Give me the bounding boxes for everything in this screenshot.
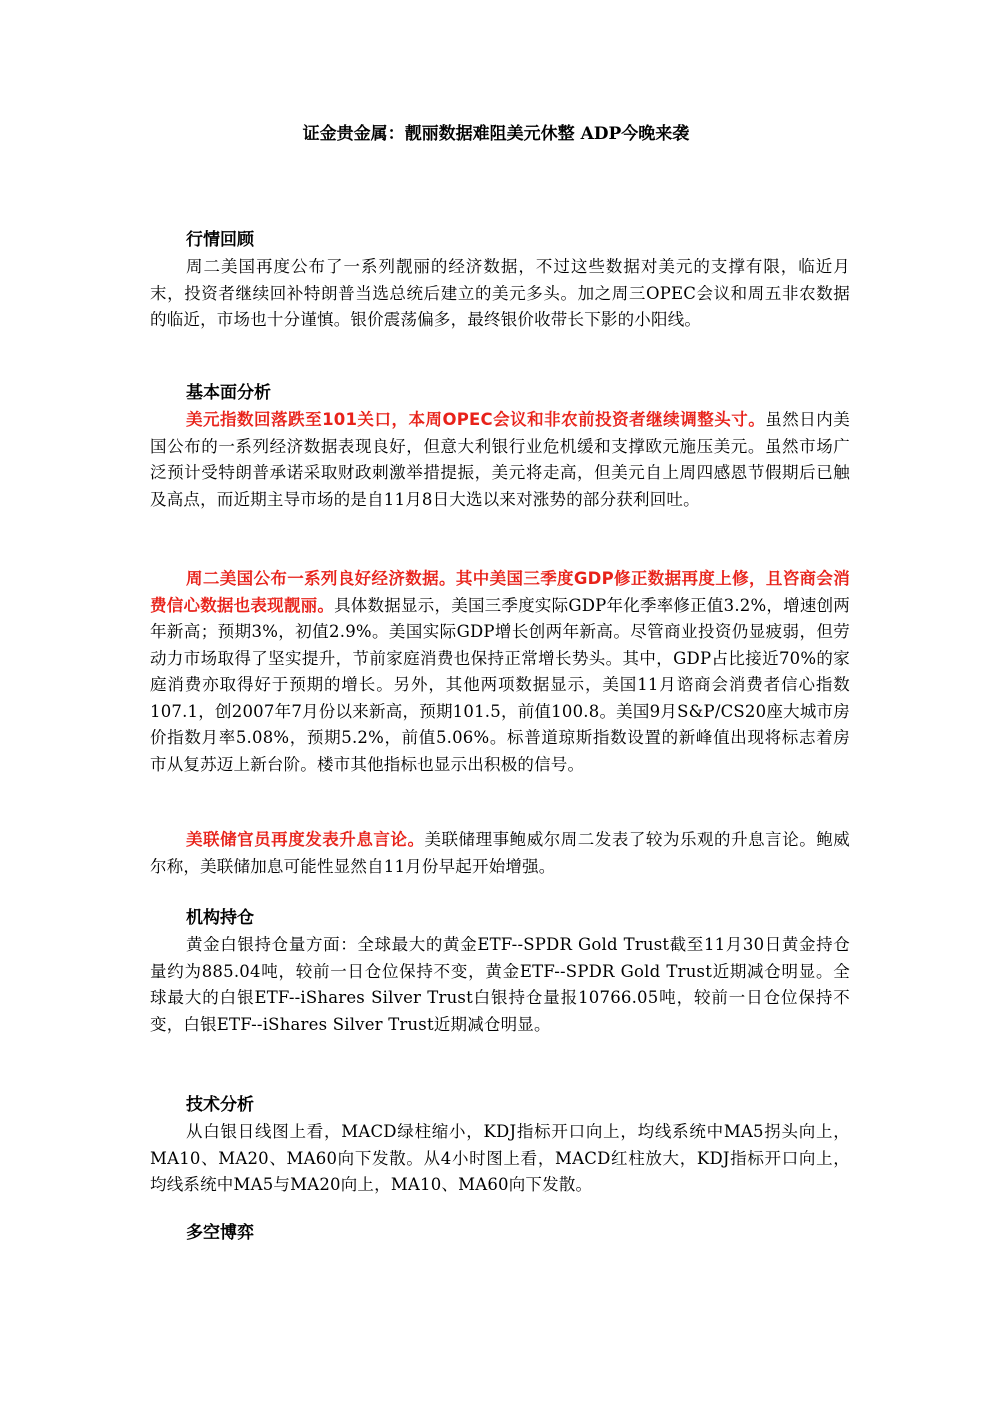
document-title: 证金贵金属：靓丽数据难阻美元休整 ADP今晚来袭 <box>302 124 690 144</box>
section-heading: 多空博弈 <box>186 1223 254 1243</box>
section-institutional <box>150 905 850 1038</box>
paragraph: 周二美国再度公布了一系列靓丽的经济数据，不过这些数据对美元的支撑有限，临近月末，投资者继续回补特朗普当选总统后建立的美元多头。加之周三OPEC会议和周五非农数据的临近，市场也十分谨慎。银价震荡偏多，最终银价收带长下影的小阳线。 <box>150 257 850 329</box>
section-heading: 技术分析 <box>186 1095 254 1115</box>
section-heading: 基本面分析 <box>186 383 271 403</box>
paragraph: 黄金白银持仓量方面：全球最大的黄金ETF--SPDR Gold Trust截至11月30日黄金持仓量约为885.04吨，较前一日仓位保持不变，黄金ETF--SPDR Gold Trust近期减仓明显。全球最大的白银ETF--iShares Silver Trust白银持仓量报10766.05吨，较前一日仓位保持不变，白银ETF--iShares Silver Trust近期减仓明显。 <box>150 935 850 1034</box>
section-heading: 行情回顾 <box>186 230 254 250</box>
section-heading: 机构持仓 <box>186 908 254 928</box>
section-technical <box>150 1092 850 1199</box>
section-bull-bear <box>150 1220 850 1247</box>
section-market-review <box>150 227 850 334</box>
paragraph <box>150 827 850 880</box>
paragraph-text: 具体数据显示，美国三季度实际GDP年化季率修正值3.2%，增速创两年新高；预期3%，初值2.9%。美国实际GDP增长创两年新高。尽管商业投资仍显疲弱，但劳动力市场取得了坚实提升，节前家庭消费也保持正常增长势头。其中，GDP占比接近70%的家庭消费亦取得好于预期的增长。另外，其他两项数据显示，美国11月谘商会消费者信心指数107.1，创2007年7月份以来新高，预期101.5，前值100.8。美国9月S&P/CS20座大城市房价指数月率5.08%，预期5.2%，前值5.06%。标普道琼斯指数设置的新峰值出现将标志着房市从复苏迈上新台阶。楼市其他指标也显示出积极的信号。 <box>150 595 851 774</box>
highlight-text: 美联储官员再度发表升息言论。 <box>186 830 425 849</box>
highlight-text: 周二美国公布一系列良好经济数据。其中美国三季度GDP修正数据再度上修，且咨商会消费信心数据也表现靓丽。 <box>150 569 850 615</box>
paragraph-text: 美联储理事鲍威尔周二发表了较为乐观的升息言论。鲍威尔称，美联储加息可能性显然自11月份早起开始增强。 <box>150 830 850 876</box>
paragraph <box>150 407 850 513</box>
paragraph <box>150 566 850 778</box>
paragraph-text: 虽然日内美国公布的一系列经济数据表现良好，但意大利银行业危机缓和支撑欧元施压美元。虽然市场广泛预计受特朗普承诺采取财政刺激举措提振，美元将走高，但美元自上周四感恩节假期后已触及高点，而近期主导市场的是自11月8日大选以来对涨势的部分获利回吐。 <box>150 410 850 509</box>
highlight-text: 美元指数回落跌至101关口，本周OPEC会议和非农前投资者继续调整头寸。 <box>186 410 766 429</box>
paragraph: 从白银日线图上看，MACD绿柱缩小，KDJ指标开口向上，均线系统中MA5拐头向上，MA10、MA20、MA60向下发散。从4小时图上看，MACD红柱放大，KDJ指标开口向上，均线系统中MA5与MA20向上，MA10、MA60向下发散。 <box>150 1122 850 1194</box>
section-fundamental <box>150 380 850 513</box>
